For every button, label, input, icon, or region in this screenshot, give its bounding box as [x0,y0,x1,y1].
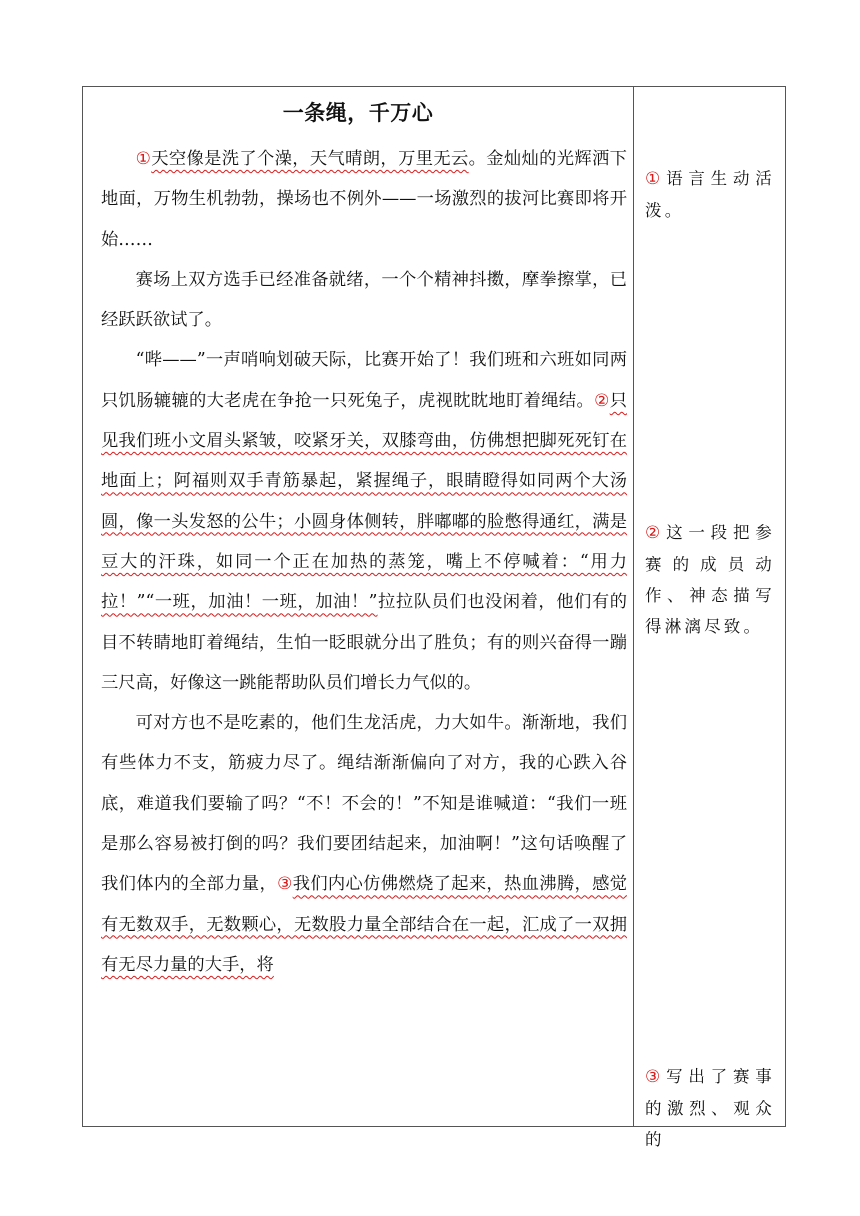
annotation-column [635,87,785,1149]
essay-annotation-table [82,86,786,1149]
paragraph-4-opening: 可对方也不是吃素的，他们生龙活虎，力大如牛。渐渐地，我们有些体力不支，筋疲力尽了。绳结渐渐偏向了对方，我的心跌入谷底，难道我们要输了吗？“不！不会的！”不知是谁喊道：“我们一班是那么容易被打倒的吗？我们要团结起来，加油啊！”这句话唤醒了我们体内的全部力量， [101,713,627,895]
column-divider [633,87,634,1126]
note-text-2: 这一段把参赛的成员动作、神态描写得淋漓尽致。 [645,523,775,636]
marker-1: ① [135,149,152,169]
underlined-passage-2: 只见我们班小文眉头紧皱，咬紧牙关，双膝弯曲，仿佛想把脚死死钉在地面上；阿福则双手青筋暴起，紧握绳子，眼睛瞪得如同两个大汤圆，像一头发怒的公牛；小圆身体侧转，胖嘟嘟的脸憋得通红，满是豆大的汗珠，如同一个正在加热的蒸笼，嘴上不停喊着：“用力拉！”“一班，加油！一班，加油！” [101,390,627,613]
note-marker-3: ③ [645,1067,667,1087]
underlined-passage-3: 我们内心仿佛燃烧了起来，热血沸腾，感觉有无数双手，无数颗心，无数股力量全部结合在一起，汇成了一双拥有无尽力量的大手，将 [101,874,627,975]
paragraph-1-rest: 。金灿灿的光辉洒下地面，万物生机勃勃，操场也不例外——一场激烈的拔河比赛即将开始…… [101,149,627,250]
annotation-note-1 [645,163,775,226]
essay-column [83,87,633,1126]
paragraph-4 [101,703,627,985]
paragraph-2: 赛场上双方选手已经准备就绪，一个个精神抖擞，摩拳擦掌，已经跃跃欲试了。 [101,269,627,331]
paragraph-1 [101,139,627,260]
essay-body [101,139,627,985]
note-marker-1: ① [645,169,667,189]
annotation-note-2 [645,517,775,642]
marker-3: ③ [277,874,293,895]
paragraph-3-closing: 拉拉队员们也没闲着，他们有的目不转睛地盯着绳结，生怕一眨眼就分出了胜负；有的则兴奋得一蹦三尺高，好像这一跳能帮助队员们增长力气似的。 [101,592,627,693]
essay-title: 一条绳，千万心 [282,101,434,125]
note-text-3: 写出了赛事的激烈、观众的 [645,1067,775,1149]
paragraph-3-opening: “哔——”一声哨响划破天际，比赛开始了！我们班和六班如同两只饥肠辘辘的大老虎在争抢一只死兔子，虎视眈眈地盯着绳结。 [101,350,627,411]
underlined-passage-1: 天空像是洗了个澡，天气晴朗，万里无云 [151,149,469,169]
note-marker-2: ② [645,523,667,543]
paragraph-3 [101,340,627,703]
note-text-1: 语言生动活泼。 [645,169,775,220]
annotation-note-3 [645,1061,775,1155]
marker-2: ② [594,390,610,411]
